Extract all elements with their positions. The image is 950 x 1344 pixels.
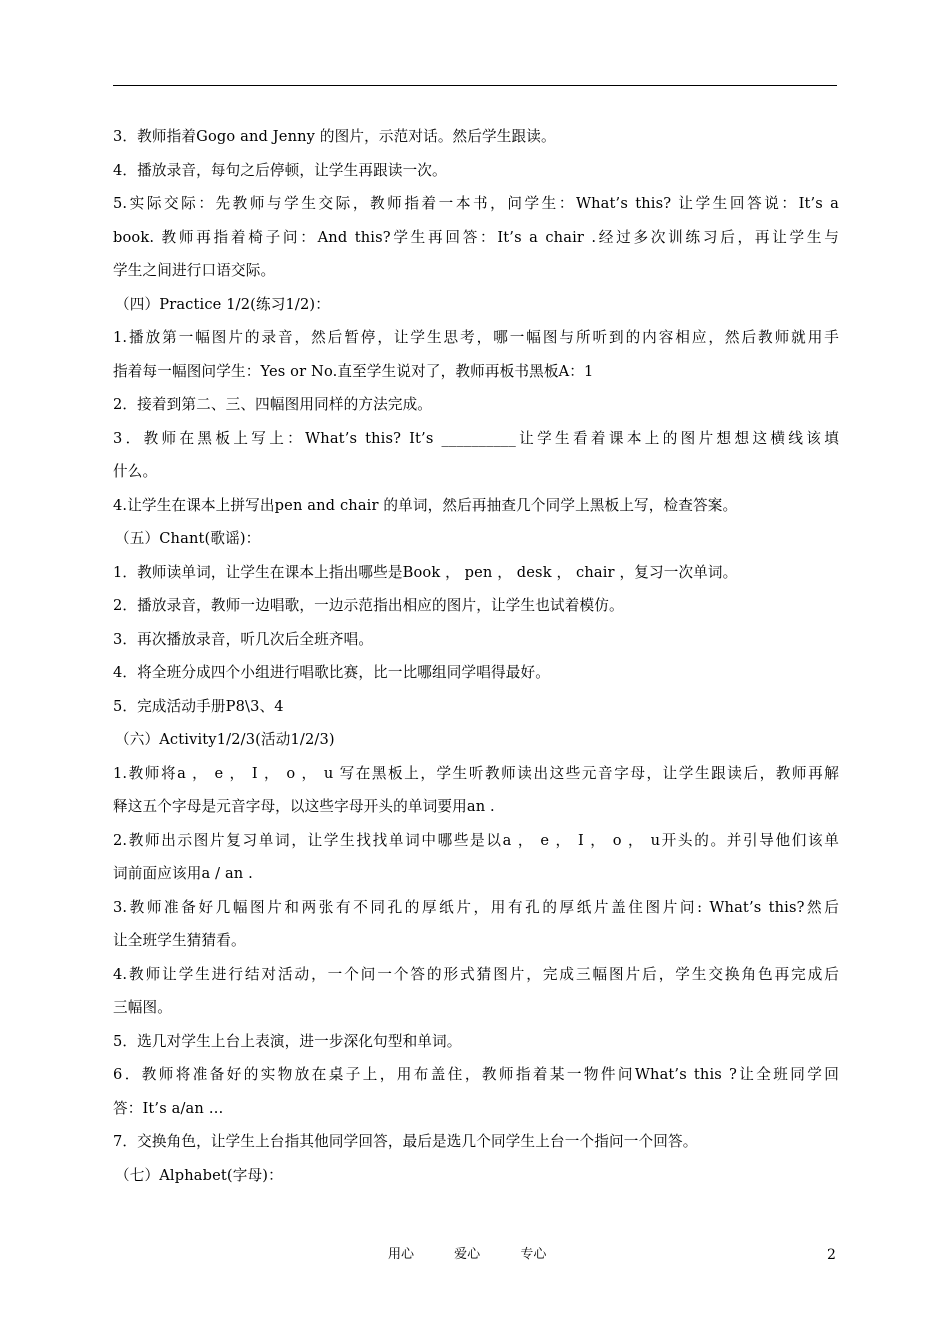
text-line: 学生之间进行口语交际。 (113, 262, 276, 279)
text-line: 1.教师将a ， e ， I ， o ， u 写在黑板上，学生听教师读出这些元音字母，让学生跟读后，教师再解 (113, 764, 839, 782)
text-line: 3．教师在黑板上写上：What’s this? It’s __________让学生看着课本上的图片想想这横线该填 (113, 429, 839, 447)
section-heading: （七）Alphabet(字母)： (115, 1166, 283, 1184)
text-line: 5．选几对学生上台上表演，进一步深化句型和单词。 (113, 1032, 462, 1050)
text-line: 5．完成活动手册P8\3、4 (113, 697, 284, 715)
page-number: 2 (827, 1247, 836, 1263)
text-line: 6．教师将准备好的实物放在桌子上，用布盖住，教师指着某一物件问What’s this ?让全班同学回 (113, 1066, 839, 1083)
text-line: 4．播放录音，每句之后停顿，让学生再跟读一次。 (113, 161, 447, 179)
text-line: 4.教师让学生进行结对活动，一个问一个答的形式猜图片，完成三幅图片后，学生交换角色再完成后 (113, 965, 839, 983)
text-line: 3．教师指着Gogo and Jenny 的图片，示范对话。然后学生跟读。 (113, 128, 556, 145)
text-line: 3．再次播放录音，听几次后全班齐唱。 (113, 630, 374, 648)
text-line: 2．播放录音，教师一边唱歌，一边示范指出相应的图片，让学生也试着模仿。 (113, 597, 624, 614)
text-line: 词前面应该用a / an . (113, 865, 253, 882)
text-line: 指着每一幅图问学生：Yes or No.直至学生说对了，教师再板书黑板A：1 (113, 362, 594, 380)
footer-word: 专心 (520, 1247, 547, 1262)
text-line: 1.播放第一幅图片的录音，然后暂停，让学生思考，哪一幅图与所听到的内容相应，然后教师就用手 (113, 329, 839, 346)
footer-word: 用心 (388, 1247, 415, 1262)
text-line: 答：It’s a/an … (113, 1099, 224, 1117)
text-line: 2．接着到第二、三、四幅图用同样的方法完成。 (113, 396, 433, 413)
footer-word: 爱心 (454, 1247, 481, 1262)
footer-motto (388, 1243, 582, 1267)
text-line: 3.教师准备好几幅图片和两张有不同孔的厚纸片，用有孔的厚纸片盖住图片问: What’s this?然后 (113, 898, 839, 916)
text-line: 7．交换角色，让学生上台指其他同学回答，最后是选几个同学生上台一个指问一个回答。 (113, 1133, 698, 1150)
section-heading: （四）Practice 1/2(练习1/2)： (115, 295, 331, 313)
text-line: 让全班学生猜猜看。 (113, 932, 246, 949)
header-rule (113, 85, 837, 86)
text-line: book. 教师再指着椅子问：And this?学生再回答：It’s a chair .经过多次训练习后，再让学生与 (113, 228, 839, 246)
text-line: 1．教师读单词，让学生在课本上指出哪些是Book ， pen ， desk ， chair ，复习一次单词。 (113, 563, 738, 581)
text-line: 4.让学生在课本上拼写出pen and chair 的单词，然后再抽查几个同学上黑板上写，检查答案。 (113, 496, 738, 514)
body-text (113, 120, 839, 1192)
section-heading: （五）Chant(歌谣)： (115, 530, 261, 547)
text-line: 2.教师出示图片复习单词，让学生找找单词中哪些是以a ， e ， I ， o ， u开头的。并引导他们该单 (113, 831, 839, 849)
page-footer (0, 1243, 950, 1267)
text-line: 释这五个字母是元音字母，以这些字母开头的单词要用an . (113, 798, 495, 815)
text-line: 什么。 (113, 463, 158, 480)
text-line: 5.实际交际：先教师与学生交际，教师指着一本书，问学生：What’s this? 让学生回答说：It’s a (113, 195, 839, 212)
section-heading: （六）Activity1/2/3(活动1/2/3) (115, 731, 335, 748)
text-line: 4．将全班分成四个小组进行唱歌比赛，比一比哪组同学唱得最好。 (113, 664, 551, 681)
text-line: 三幅图。 (113, 999, 172, 1016)
